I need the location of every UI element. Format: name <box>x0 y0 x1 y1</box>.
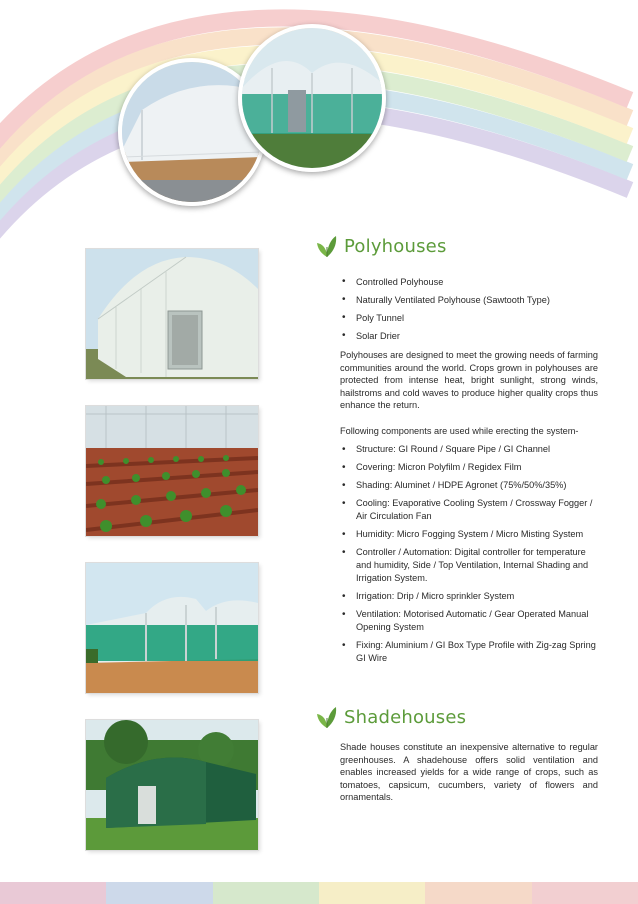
band-segment <box>532 882 638 904</box>
polyhouses-title: Polyhouses <box>344 235 447 257</box>
list-item: • Covering: Micron Polyfilm / Regidex Film <box>340 461 602 474</box>
list-item: • Irrigation: Drip / Micro sprinkler System <box>340 590 602 603</box>
list-item: • Naturally Ventilated Polyhouse (Sawtooth Type) <box>340 291 600 309</box>
list-item: • Shading: Aluminet / HDPE Agronet (75%/50%/35%) <box>340 479 602 492</box>
band-segment <box>425 882 531 904</box>
polyhouse-types-list <box>340 273 600 345</box>
list-item: • Humidity: Micro Fogging System / Micro Misting System <box>340 528 602 541</box>
leaf-icon <box>314 704 340 730</box>
band-segment <box>213 882 319 904</box>
band-segment <box>106 882 212 904</box>
list-item: • Ventilation: Motorised Automatic / Gear Operated Manual Opening System <box>340 608 602 634</box>
crop-field-photo <box>86 406 258 536</box>
band-segment <box>0 882 106 904</box>
list-item: • Fixing: Aluminium / GI Box Type Profile with Zig-zag Spring GI Wire <box>340 639 602 665</box>
list-item: • Controller / Automation: Digital controller for temperature and humidity, Side / Top Ventilation, Internal Shading and Irrigation System. <box>340 546 602 585</box>
components-list <box>340 443 602 670</box>
list-item: • Controlled Polyhouse <box>340 273 600 291</box>
polyhouses-heading <box>314 233 447 259</box>
green-polyhouse-circle-photo <box>238 24 386 172</box>
list-item: • Poly Tunnel <box>340 309 600 327</box>
polyhouses-description: Polyhouses are designed to meet the growing needs of farming communities around the world. Crops grown in polyhouses are protected from intense heat, bright sunlight, strong winds, hailstroms and cold waves to produce higher quality crops thus enhance the return. <box>340 350 598 411</box>
list-item: • Solar Drier <box>340 327 600 345</box>
band-segment <box>319 882 425 904</box>
components-intro: Following components are used while erecting the system- <box>340 426 579 436</box>
list-item: • Cooling: Evaporative Cooling System / Crossway Fogger / Air Circulation Fan <box>340 497 602 523</box>
sawtooth-polyhouse-photo <box>86 563 258 693</box>
poly-tunnel-photo <box>86 249 258 379</box>
leaf-icon <box>314 233 340 259</box>
shadehouses-title: Shadehouses <box>344 706 467 728</box>
bottom-color-band <box>0 882 638 904</box>
list-item: • Structure: GI Round / Square Pipe / GI Channel <box>340 443 602 456</box>
shadehouse-photo <box>86 720 258 850</box>
shadehouses-heading <box>314 704 466 730</box>
shadehouses-description: Shade houses constitute an inexpensive alternative to regular greenhouses. A shadehouse offers solid ventilation and enables increased yields for a wide range of crops, such as tomatoes, capsicum, cucumbers, variety of flowers and ornamentals. <box>340 742 598 803</box>
